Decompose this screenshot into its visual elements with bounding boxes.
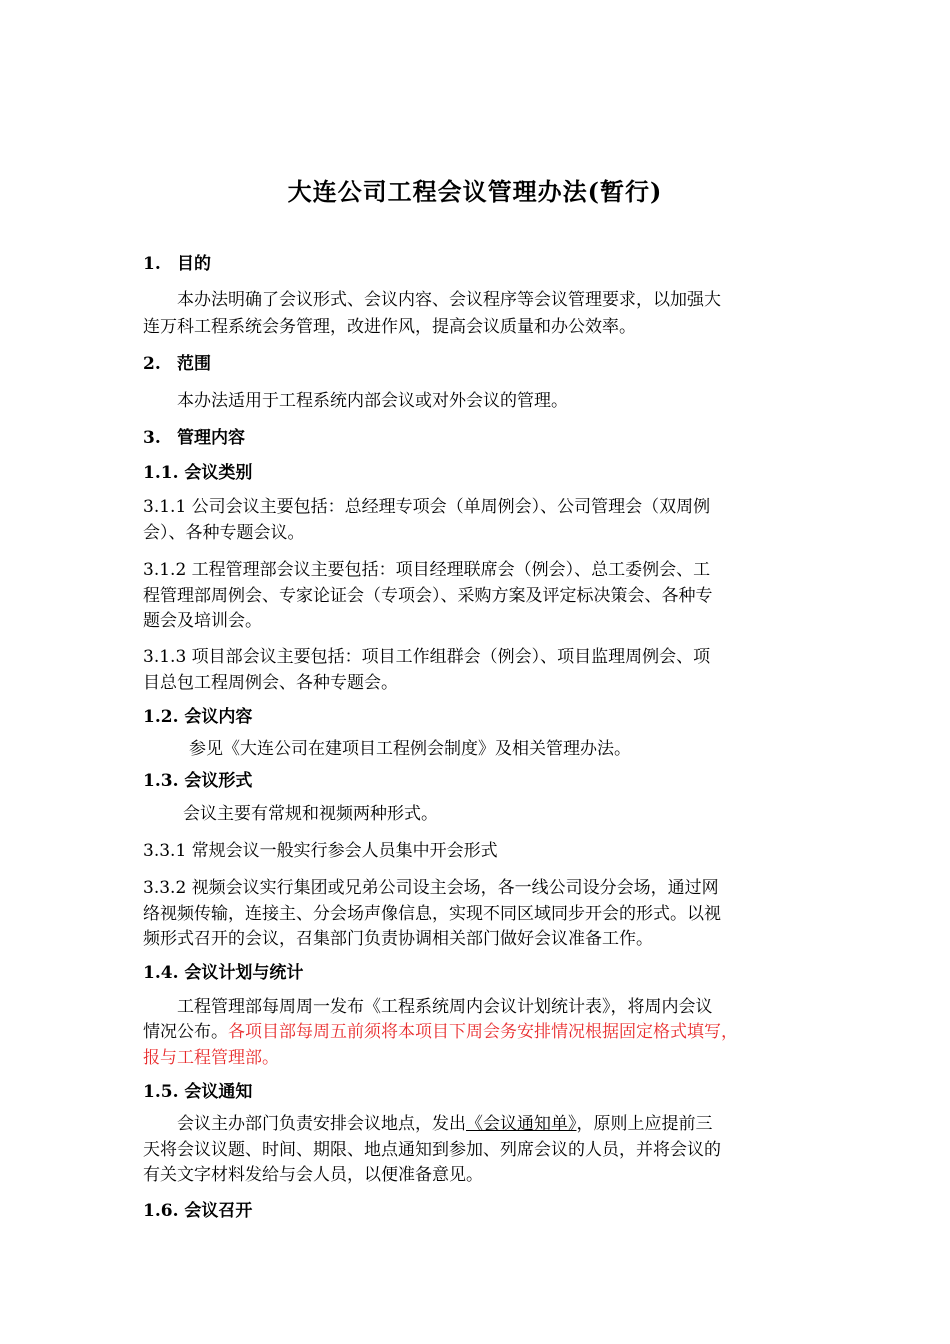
paragraph-line: 3.1.1 公司会议主要包括：总经理专项会（单周例会）、公司管理会（双周例	[143, 497, 711, 517]
paragraph-line: 程管理部周例会、专家论证会（专项会）、采购方案及评定标决策会、各种专	[143, 586, 713, 606]
subsection-heading: 1.3. 会议形式	[143, 771, 253, 791]
paragraph-line: 本办法适用于工程系统内部会议或对外会议的管理。	[177, 391, 568, 411]
paragraph-line: 会议主要有常规和视频两种形式。	[183, 804, 438, 824]
paragraph-line: 目总包工程周例会、各种专题会。	[143, 673, 398, 693]
section-title: 范围	[177, 354, 211, 374]
paragraph-line: 3.3.1 常规会议一般实行参会人员集中开会形式	[143, 841, 498, 861]
paragraph-text: 会议主办部门负责安排会议地点，发出	[177, 1114, 466, 1134]
section-title: 目的	[177, 254, 211, 274]
paragraph-line: 工程管理部每周周一发布《工程系统周内会议计划统计表》，将周内会议	[177, 997, 713, 1017]
section-1-heading	[143, 252, 211, 276]
paragraph-text: ，原则上应提前三	[576, 1114, 713, 1134]
document-title: 大连公司工程会议管理办法(暂行)	[287, 177, 663, 206]
paragraph-line: 络视频传输，连接主、分会场声像信息，实现不同区域同步开会的形式。以视	[143, 904, 721, 924]
subsection-heading: 1.2. 会议内容	[143, 707, 253, 727]
paragraph-line	[143, 1020, 738, 1044]
section-number: 3.	[143, 428, 161, 448]
subsection-heading: 1.5. 会议通知	[143, 1082, 253, 1102]
paragraph-line: 会）、各种专题会议。	[143, 523, 305, 543]
highlighted-requirement: 报与工程管理部。	[143, 1048, 279, 1068]
paragraph-line: 有关文字材料发给与会人员，以便准备意见。	[143, 1165, 483, 1185]
subsection-heading: 1.4. 会议计划与统计	[143, 963, 304, 983]
paragraph-line: 天将会议议题、时间、期限、地点通知到参加、列席会议的人员，并将会议的	[143, 1140, 721, 1160]
highlighted-requirement: 各项目部每周五前须将本项目下周会务安排情况根据固定格式填写，	[228, 1022, 738, 1042]
section-2-heading	[143, 352, 211, 376]
paragraph-text: 情况公布。	[143, 1022, 228, 1042]
section-title: 管理内容	[177, 428, 245, 448]
paragraph-line: 连万科工程系统会务管理，改进作风，提高会议质量和办公效率。	[143, 317, 636, 337]
subsection-heading: 1.1. 会议类别	[143, 463, 253, 483]
paragraph-line	[177, 1112, 713, 1136]
notice-form-link: 《会议通知单》	[466, 1114, 577, 1134]
paragraph-line: 3.1.3 项目部会议主要包括：项目工作组群会（例会）、项目监理周例会、项	[143, 647, 711, 667]
paragraph-line: 3.1.2 工程管理部会议主要包括：项目经理联席会（例会）、总工委例会、工	[143, 560, 711, 580]
section-number: 2.	[143, 354, 161, 374]
paragraph-line: 本办法明确了会议形式、会议内容、会议程序等会议管理要求，以加强大	[177, 290, 721, 310]
section-3-heading	[143, 426, 245, 450]
paragraph-line: 参见《大连公司在建项目工程例会制度》及相关管理办法。	[189, 739, 631, 759]
subsection-heading: 1.6. 会议召开	[143, 1201, 253, 1221]
paragraph-line: 题会及培训会。	[143, 611, 262, 631]
paragraph-line: 3.3.2 视频会议实行集团或兄弟公司设主会场，各一线公司设分会场，通过网	[143, 878, 719, 898]
paragraph-line: 频形式召开的会议，召集部门负责协调相关部门做好会议准备工作。	[143, 929, 653, 949]
section-number: 1.	[143, 254, 161, 274]
